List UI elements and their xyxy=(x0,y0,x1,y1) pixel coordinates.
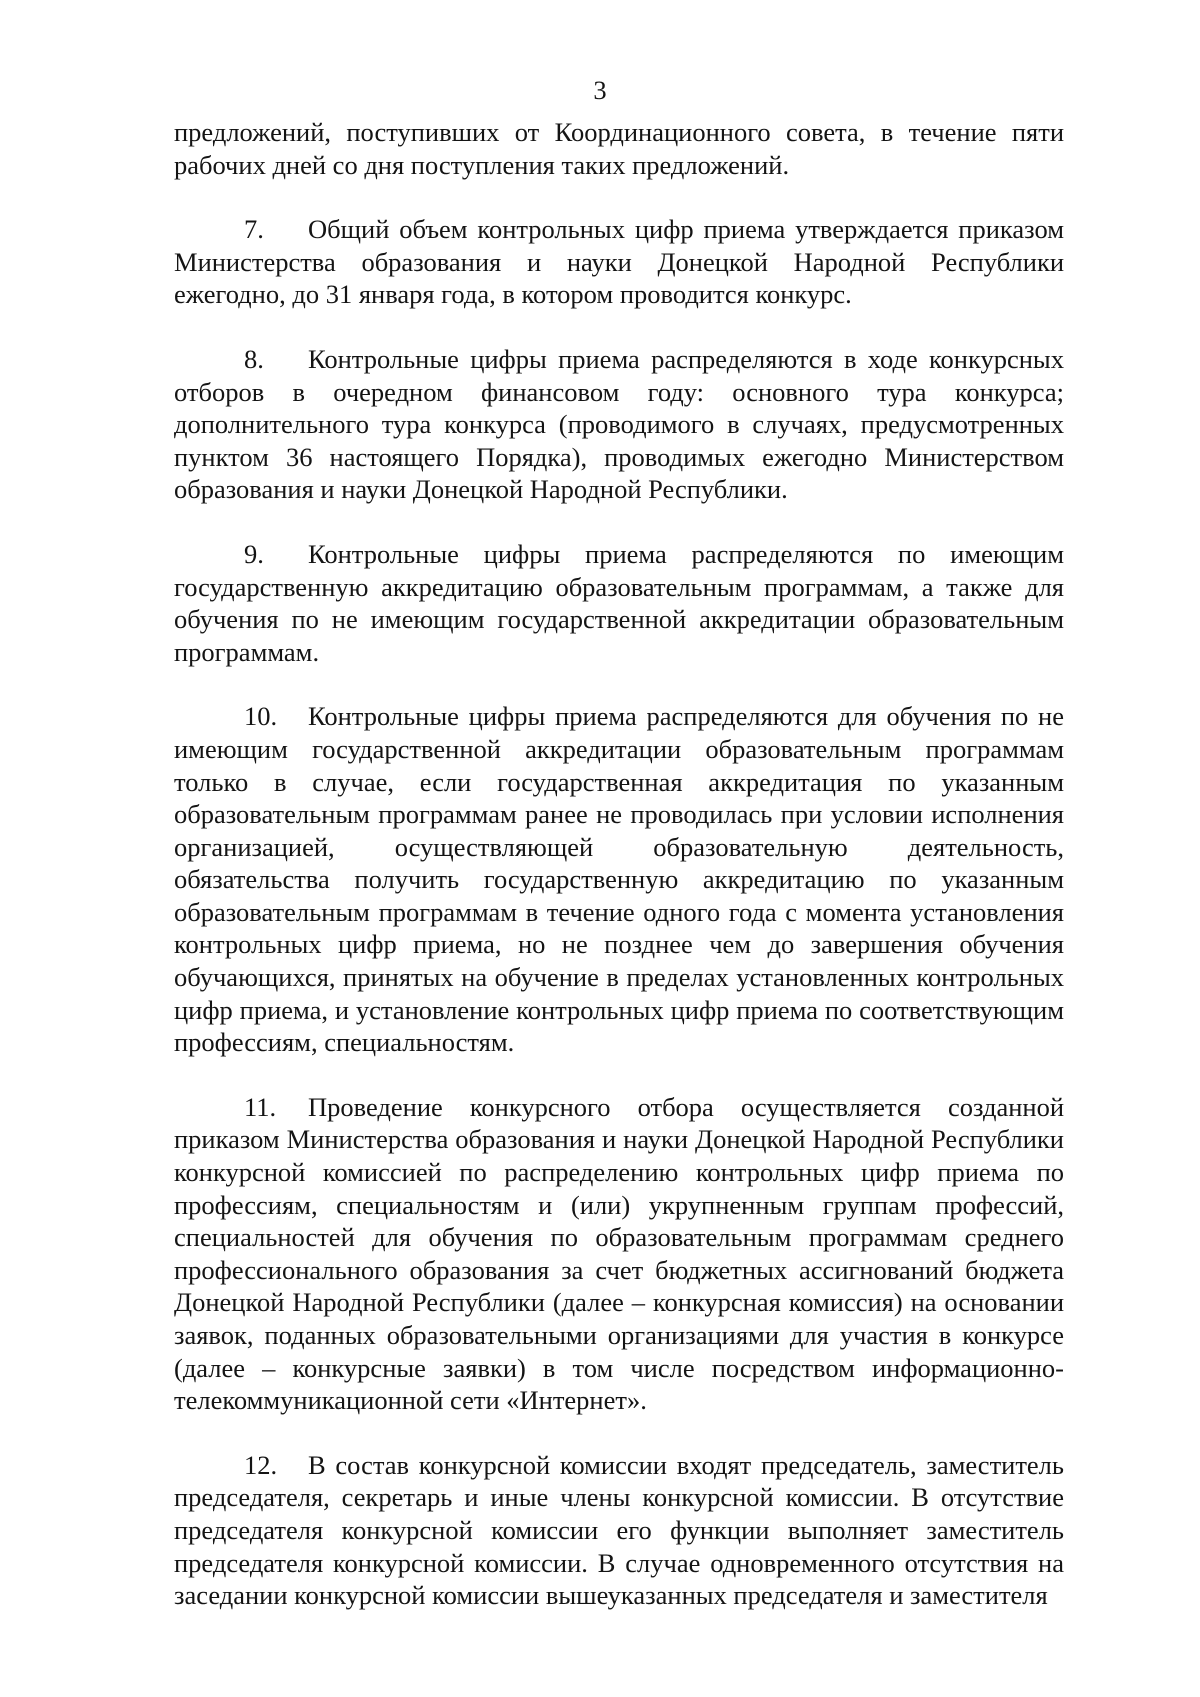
paragraph-number: 8. xyxy=(244,343,264,374)
paragraph-text: Общий объем контрольных цифр приема утверждается приказом Министерства образования и науки Донецкой Народной Республики ежегодно, до 31 января года, в котором проводится конкурс. xyxy=(174,214,1064,310)
document-body xyxy=(174,116,1064,1612)
paragraph-9 xyxy=(174,538,1064,668)
paragraph-text: Контрольные цифры приема распределяются в ходе конкурсных отборов в очередном финансовом году: основного тура конкурса; дополнительного тура конкурса (проводимого в случаях, предусмотренных пунктом 36 настоящего Порядка), проводимых ежегодно Министерством образования и науки Донецкой Народной Республики. xyxy=(174,343,1064,505)
paragraph-number: 11. xyxy=(244,1091,277,1122)
paragraph-12 xyxy=(174,1449,1064,1612)
paragraph-10 xyxy=(174,700,1064,1059)
paragraph-continuation xyxy=(174,116,1064,181)
paragraph-text: Контрольные цифры приема распределяются по имеющим государственную аккредитацию образовательным программам, а также для обучения по не имеющим государственной аккредитации образовательным программам. xyxy=(174,538,1064,667)
paragraph-number: 12. xyxy=(244,1449,278,1480)
paragraph-8 xyxy=(174,343,1064,506)
paragraph-text: предложений, поступивших от Координационного совета, в течение пяти рабочих дней со дня поступления таких предложений. xyxy=(174,117,1064,180)
paragraph-7 xyxy=(174,213,1064,311)
paragraph-11 xyxy=(174,1091,1064,1417)
page-number: 3 xyxy=(593,75,607,105)
paragraph-text: В состав конкурсной комиссии входят председатель, заместитель председателя, секретарь и иные члены конкурсной комиссии. В отсутствие председателя конкурсной комиссии его функции выполняет заместитель председателя конкурсной комиссии. В случае одновременного отсутствия на заседании конкурсной комиссии вышеуказанных председателя и заместителя xyxy=(174,1449,1064,1611)
paragraph-number: 9. xyxy=(244,538,264,569)
paragraph-number: 10. xyxy=(244,701,278,732)
paragraph-number: 7. xyxy=(244,214,264,245)
paragraph-text: Проведение конкурсного отбора осуществляется созданной приказом Министерства образования и науки Донецкой Народной Республики конкурсной комиссией по распределению контрольных цифр приема по профессиям, специальностям и (или) укрупненным группам профессий, специальностей для обучения по образовательным программам среднего профессионального образования за счет бюджетных ассигнований бюджета Донецкой Народной Республики (далее – конкурсная комиссия) на основании заявок, поданных образовательными организациями для участия в конкурсе (далее – конкурсные заявки) в том числе посредством информационно-телекоммуникационной сети «Интернет». xyxy=(174,1091,1064,1416)
paragraph-text: Контрольные цифры приема распределяются для обучения по не имеющим государственной аккредитации образовательным программам только в случае, если государственная аккредитация по указанным образовательным программам ранее не проводилась при условии исполнения организацией, осуществляющей образовательную деятельность, обязательства получить государственную аккредитацию по указанным образовательным программам в течение одного года с момента установления контрольных цифр приема, но не позднее чем до завершения обучения обучающихся, принятых на обучение в пределах установленных контрольных цифр приема, и установление контрольных цифр приема по соответствующим профессиям, специальностям. xyxy=(174,701,1064,1058)
